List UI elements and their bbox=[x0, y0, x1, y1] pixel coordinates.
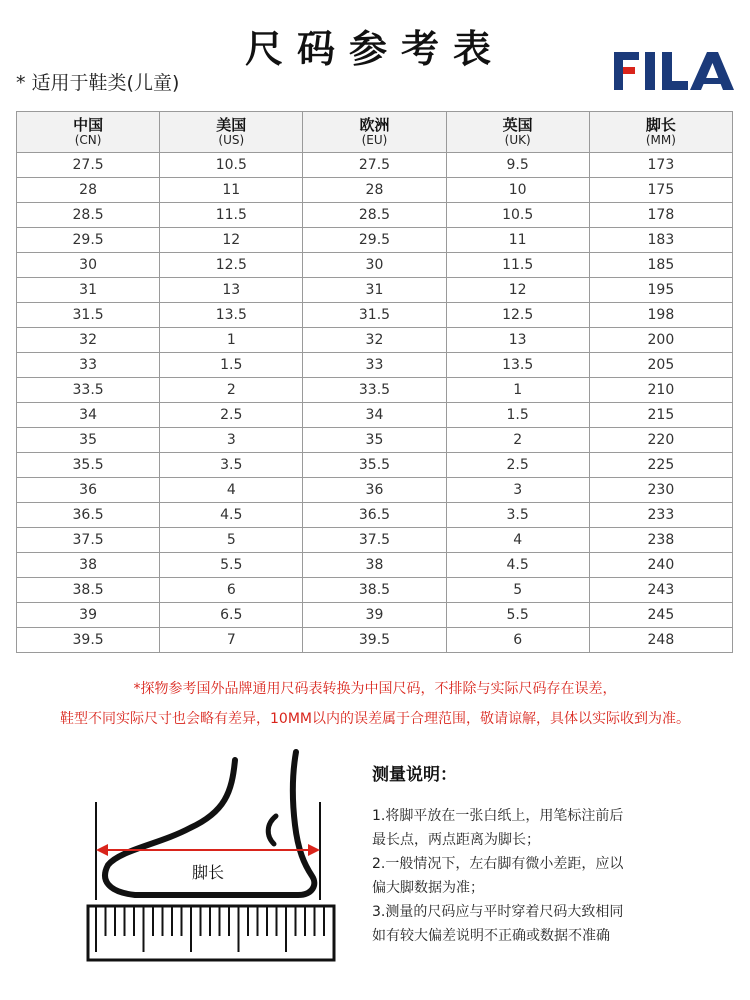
table-row bbox=[17, 303, 733, 328]
table-cell: 28 bbox=[17, 178, 160, 203]
disclaimer-line-1: *探物参考国外品牌通用尺码表转换为中国尺码，不排除与实际尺码存在误差， bbox=[133, 681, 617, 697]
header-en: (EU) bbox=[361, 132, 388, 147]
instruction-line: 2.一般情况下，左右脚有微小差距，应以 bbox=[372, 856, 624, 872]
table-cell: 38.5 bbox=[303, 578, 446, 603]
table-cell: 1.5 bbox=[160, 353, 303, 378]
table-cell: 11.5 bbox=[446, 253, 589, 278]
table-row bbox=[17, 628, 733, 653]
table-cell: 3 bbox=[446, 478, 589, 503]
table-cell: 3.5 bbox=[160, 453, 303, 478]
table-row bbox=[17, 253, 733, 278]
table-cell: 30 bbox=[303, 253, 446, 278]
table-row bbox=[17, 328, 733, 353]
instruction-line: 3.测量的尺码应与平时穿着尺码大致相同 bbox=[372, 904, 624, 920]
table-cell: 13.5 bbox=[446, 353, 589, 378]
header-cn bbox=[17, 112, 160, 153]
instruction-line: 1.将脚平放在一张白纸上，用笔标注前后 bbox=[372, 808, 624, 824]
table-cell: 2 bbox=[160, 378, 303, 403]
table-cell: 38.5 bbox=[17, 578, 160, 603]
table-cell: 198 bbox=[589, 303, 732, 328]
arrow-head-left-icon bbox=[96, 844, 108, 856]
table-cell: 31 bbox=[17, 278, 160, 303]
table-cell: 37.5 bbox=[303, 528, 446, 553]
table-cell: 230 bbox=[589, 478, 732, 503]
table-cell: 5 bbox=[446, 578, 589, 603]
table-cell: 178 bbox=[589, 203, 732, 228]
table-cell: 210 bbox=[589, 378, 732, 403]
table-cell: 10.5 bbox=[160, 153, 303, 178]
table-row bbox=[17, 353, 733, 378]
header-zh: 欧洲 bbox=[359, 115, 390, 134]
table-cell: 4.5 bbox=[160, 503, 303, 528]
table-cell: 9.5 bbox=[446, 153, 589, 178]
table-cell: 35.5 bbox=[303, 453, 446, 478]
table-cell: 31.5 bbox=[303, 303, 446, 328]
table-cell: 38 bbox=[17, 553, 160, 578]
table-cell: 4 bbox=[160, 478, 303, 503]
table-row bbox=[17, 453, 733, 478]
table-row bbox=[17, 578, 733, 603]
table-cell: 34 bbox=[303, 403, 446, 428]
header-en: (UK) bbox=[504, 132, 531, 147]
table-cell: 215 bbox=[589, 403, 732, 428]
table-cell: 5.5 bbox=[160, 553, 303, 578]
header-zh: 英国 bbox=[502, 115, 533, 134]
table-cell: 195 bbox=[589, 278, 732, 303]
table-cell: 2.5 bbox=[446, 453, 589, 478]
table-body bbox=[17, 153, 733, 653]
page-title: 尺码参考表 bbox=[244, 27, 505, 71]
table-cell: 13.5 bbox=[160, 303, 303, 328]
table-row bbox=[17, 428, 733, 453]
table-cell: 28 bbox=[303, 178, 446, 203]
table-row bbox=[17, 153, 733, 178]
table-cell: 10 bbox=[446, 178, 589, 203]
table-cell: 35 bbox=[303, 428, 446, 453]
table-cell: 12.5 bbox=[446, 303, 589, 328]
table-cell: 7 bbox=[160, 628, 303, 653]
table-cell: 205 bbox=[589, 353, 732, 378]
table-cell: 39 bbox=[17, 603, 160, 628]
table-cell: 11 bbox=[160, 178, 303, 203]
table-row bbox=[17, 503, 733, 528]
table-cell: 173 bbox=[589, 153, 732, 178]
table-row bbox=[17, 403, 733, 428]
table-row bbox=[17, 603, 733, 628]
ankle-bone-icon bbox=[268, 816, 276, 844]
table-cell: 12.5 bbox=[160, 253, 303, 278]
table-cell: 220 bbox=[589, 428, 732, 453]
table-cell: 245 bbox=[589, 603, 732, 628]
instruction-line: 最长点，两点距离为脚长； bbox=[372, 832, 540, 848]
table-cell: 27.5 bbox=[17, 153, 160, 178]
header-zh: 中国 bbox=[73, 115, 104, 134]
table-cell: 28.5 bbox=[303, 203, 446, 228]
arrow-head-right-icon bbox=[308, 844, 320, 856]
table-cell: 33 bbox=[17, 353, 160, 378]
table-row bbox=[17, 478, 733, 503]
instruction-line: 如有较大偏差说明不正确或数据不准确 bbox=[372, 928, 610, 944]
table-cell: 34 bbox=[17, 403, 160, 428]
table-cell: 38 bbox=[303, 553, 446, 578]
table-cell: 39.5 bbox=[303, 628, 446, 653]
table-cell: 32 bbox=[303, 328, 446, 353]
table-row bbox=[17, 203, 733, 228]
header-eu bbox=[303, 112, 446, 153]
table-cell: 183 bbox=[589, 228, 732, 253]
table-cell: 185 bbox=[589, 253, 732, 278]
header-zh: 脚长 bbox=[645, 115, 676, 134]
table-cell: 175 bbox=[589, 178, 732, 203]
table-cell: 31.5 bbox=[17, 303, 160, 328]
table-row bbox=[17, 378, 733, 403]
table-cell: 13 bbox=[446, 328, 589, 353]
table-cell: 35.5 bbox=[17, 453, 160, 478]
table-cell: 4 bbox=[446, 528, 589, 553]
table-cell: 29.5 bbox=[303, 228, 446, 253]
table-cell: 11 bbox=[446, 228, 589, 253]
table-cell: 10.5 bbox=[446, 203, 589, 228]
table-cell: 2.5 bbox=[160, 403, 303, 428]
table-cell: 36 bbox=[17, 478, 160, 503]
table-cell: 6 bbox=[446, 628, 589, 653]
table-row bbox=[17, 178, 733, 203]
header-us bbox=[160, 112, 303, 153]
foot-length-label: 脚长 bbox=[191, 863, 225, 882]
table-cell: 200 bbox=[589, 328, 732, 353]
table-cell: 27.5 bbox=[303, 153, 446, 178]
table-row bbox=[17, 528, 733, 553]
fila-logo bbox=[612, 50, 736, 92]
header-en: (MM) bbox=[645, 132, 676, 147]
table-cell: 11.5 bbox=[160, 203, 303, 228]
table-cell: 4.5 bbox=[446, 553, 589, 578]
table-cell: 29.5 bbox=[17, 228, 160, 253]
table-cell: 12 bbox=[446, 278, 589, 303]
table-row bbox=[17, 553, 733, 578]
table-cell: 35 bbox=[17, 428, 160, 453]
table-cell: 37.5 bbox=[17, 528, 160, 553]
table-cell: 28.5 bbox=[17, 203, 160, 228]
table-cell: 32 bbox=[17, 328, 160, 353]
header-en: (CN) bbox=[74, 132, 102, 147]
table-cell: 33.5 bbox=[303, 378, 446, 403]
table-cell: 248 bbox=[589, 628, 732, 653]
table-cell: 36.5 bbox=[303, 503, 446, 528]
header-zh: 美国 bbox=[216, 115, 247, 134]
disclaimer-line-2: 鞋型不同实际尺寸也会略有差异，10MM以内的误差属于合理范围，敬请谅解，具体以实际收到为准。 bbox=[60, 711, 690, 727]
table-cell: 6.5 bbox=[160, 603, 303, 628]
foot-measure-diagram bbox=[80, 740, 342, 966]
table-header-row bbox=[17, 112, 733, 153]
category-subtitle: * 适用于鞋类(儿童) bbox=[16, 72, 180, 94]
table-cell: 5 bbox=[160, 528, 303, 553]
table-cell: 238 bbox=[589, 528, 732, 553]
table-cell: 36.5 bbox=[17, 503, 160, 528]
table-cell: 39 bbox=[303, 603, 446, 628]
measure-instructions bbox=[372, 804, 742, 948]
table-cell: 5.5 bbox=[446, 603, 589, 628]
table-cell: 36 bbox=[303, 478, 446, 503]
table-cell: 31 bbox=[303, 278, 446, 303]
table-cell: 3 bbox=[160, 428, 303, 453]
table-cell: 1 bbox=[160, 328, 303, 353]
table-cell: 39.5 bbox=[17, 628, 160, 653]
table-cell: 3.5 bbox=[446, 503, 589, 528]
size-chart-table bbox=[16, 111, 733, 653]
measure-title: 测量说明： bbox=[372, 765, 457, 785]
table-cell: 33 bbox=[303, 353, 446, 378]
table-cell: 1.5 bbox=[446, 403, 589, 428]
table-cell: 240 bbox=[589, 553, 732, 578]
table-cell: 12 bbox=[160, 228, 303, 253]
header-uk bbox=[446, 112, 589, 153]
table-cell: 225 bbox=[589, 453, 732, 478]
table-cell: 30 bbox=[17, 253, 160, 278]
table-cell: 33.5 bbox=[17, 378, 160, 403]
table-cell: 1 bbox=[446, 378, 589, 403]
table-cell: 13 bbox=[160, 278, 303, 303]
table-row bbox=[17, 228, 733, 253]
table-row bbox=[17, 278, 733, 303]
instruction-line: 偏大脚数据为准； bbox=[372, 880, 484, 896]
table-cell: 6 bbox=[160, 578, 303, 603]
header-mm bbox=[589, 112, 732, 153]
header-en: (US) bbox=[218, 132, 245, 147]
table-cell: 243 bbox=[589, 578, 732, 603]
table-cell: 2 bbox=[446, 428, 589, 453]
table-cell: 233 bbox=[589, 503, 732, 528]
